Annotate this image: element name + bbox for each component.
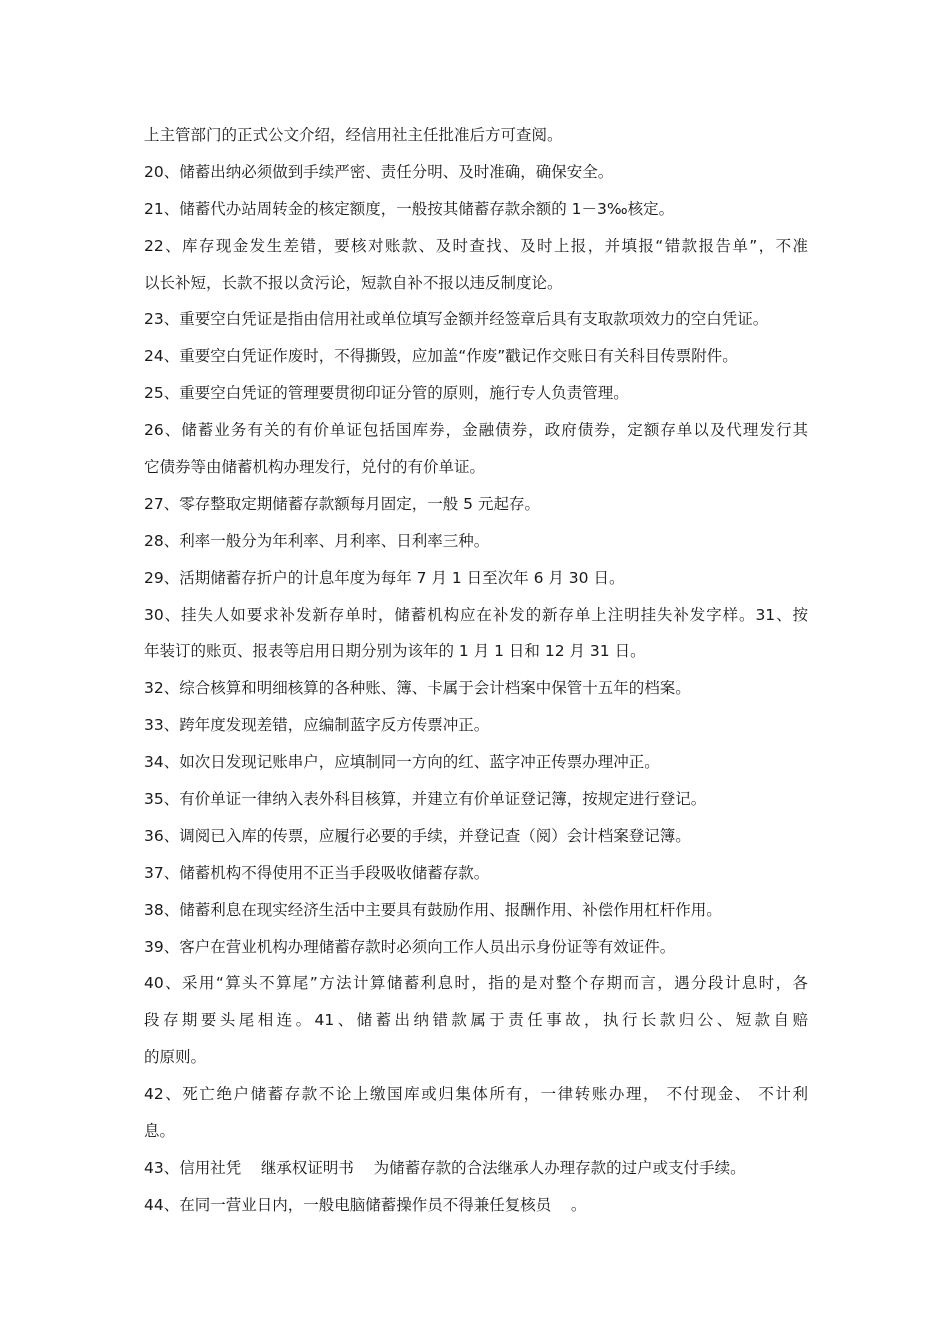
text-line: 40、采用“算头不算尾”方法计算储蓄利息时，指的是对整个存期而言，遇分段计息时，各	[144, 974, 808, 993]
text-line: 息。	[144, 1122, 176, 1141]
text-line: 33、跨年度发现差错，应编制蓝字反方传票冲正。	[144, 716, 490, 735]
text-line: 29、活期储蓄存折户的计息年度为每年 7 月 1 日至次年 6 月 30 日。	[144, 568, 625, 587]
text-line: 36、调阅已入库的传票，应履行必要的手续，并登记查（阅）会计档案登记簿。	[144, 826, 691, 845]
text-line: 它债券等由储蓄机构办理发行，兑付的有价单证。	[144, 458, 486, 477]
text-line: 37、储蓄机构不得使用不正当手段吸收储蓄存款。	[144, 863, 490, 882]
text-line: 22、库存现金发生差错，要核对账款、及时查找、及时上报，并填报“错款报告单”，不准	[144, 236, 808, 255]
text-line: 段存期要头尾相连。41、储蓄出纳错款属于责任事故，执行长款归公、短款自赔	[144, 1011, 808, 1030]
text-line: 28、利率一般分为年利率、月利率、日利率三种。	[144, 531, 490, 550]
text-line: 23、重要空白凭证是指由信用社或单位填写金额并经签章后具有支取款项效力的空白凭证。	[144, 310, 769, 329]
text-line: 43、信用社凭 继承权证明书 为储蓄存款的合法继承人办理存款的过户或支付手续。	[144, 1158, 746, 1177]
text-line: 34、如次日发现记账串户，应填制同一方向的红、蓝字冲正传票办理冲正。	[144, 753, 660, 772]
text-line: 24、重要空白凭证作废时，不得撕毁，应加盖“作废”戳记作交账日有关科目传票附件。	[144, 347, 738, 366]
text-line: 21、储蓄代办站周转金的核定额度，一般按其储蓄存款余额的 1－3‰核定。	[144, 199, 675, 218]
text-line: 以长补短，长款不报以贪污论，短款自补不报以违反制度论。	[144, 273, 563, 292]
text-line: 32、综合核算和明细核算的各种账、簿、卡属于会计档案中保管十五年的档案。	[144, 679, 691, 698]
text-line: 30、挂失人如要求补发新存单时，储蓄机构应在补发的新存单上注明挂失补发字样。31、按	[144, 605, 808, 624]
text-line: 年装订的账页、报表等启用日期分别为该年的 1 月 1 日和 12 月 31 日。	[144, 642, 646, 661]
text-line: 26、储蓄业务有关的有价单证包括国库券，金融债券，政府债券，定额存单以及代理发行其	[144, 421, 808, 440]
text-line: 42、死亡绝户储蓄存款不论上缴国库或归集体所有，一律转账办理， 不付现金、 不计利	[144, 1085, 808, 1104]
text-line: 35、有价单证一律纳入表外科目核算，并建立有价单证登记簿，按规定进行登记。	[144, 790, 707, 809]
text-line: 20、储蓄出纳必须做到手续严密、责任分明、及时准确，确保安全。	[144, 162, 614, 181]
text-line: 39、客户在营业机构办理储蓄存款时必须向工作人员出示身份证等有效证件。	[144, 937, 676, 956]
text-line: 上主管部门的正式公文介绍，经信用社主任批准后方可查阅。	[144, 126, 563, 144]
text-line: 44、在同一营业日内，一般电脑储蓄操作员不得兼任复核员 。	[144, 1195, 587, 1214]
document-body	[144, 120, 808, 1227]
text-line: 的原则。	[144, 1048, 207, 1067]
text-line: 25、重要空白凭证的管理要贯彻印证分管的原则，施行专人负责管理。	[144, 384, 629, 403]
text-line: 27、零存整取定期储蓄存款额每月固定，一般 5 元起存。	[144, 494, 540, 513]
text-line: 38、储蓄利息在现实经济生活中主要具有鼓励作用、报酬作用、补偿作用杠杆作用。	[144, 900, 722, 919]
